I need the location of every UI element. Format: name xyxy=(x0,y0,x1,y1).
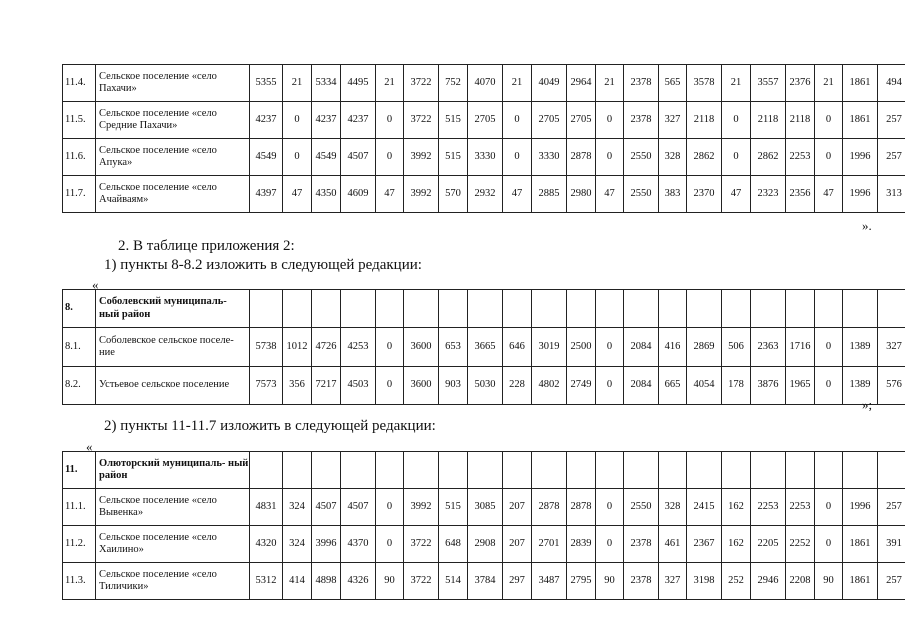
section-name: Олюторский муниципаль- ный район xyxy=(96,452,250,489)
value-cell: 2869 xyxy=(687,328,722,367)
table-row xyxy=(63,102,905,139)
value-cell: 391 xyxy=(878,526,905,563)
value-cell: 21 xyxy=(815,65,843,102)
value-cell: 2980 xyxy=(567,176,596,213)
empty-cell xyxy=(341,452,376,489)
value-cell: 0 xyxy=(503,139,532,176)
value-cell: 0 xyxy=(376,526,404,563)
value-cell: 3557 xyxy=(751,65,786,102)
value-cell: 2932 xyxy=(468,176,503,213)
value-cell: 2705 xyxy=(532,102,567,139)
table-olyutorsky xyxy=(62,451,905,600)
value-cell: 4326 xyxy=(341,563,376,600)
row-name: Устьевое сельское поселение xyxy=(96,367,250,405)
value-cell: 2878 xyxy=(532,489,567,526)
value-cell: 3784 xyxy=(468,563,503,600)
value-cell: 47 xyxy=(503,176,532,213)
value-cell: 0 xyxy=(815,102,843,139)
value-cell: 21 xyxy=(722,65,751,102)
value-cell: 0 xyxy=(815,367,843,405)
value-cell: 47 xyxy=(722,176,751,213)
empty-cell xyxy=(843,290,878,328)
value-cell: 2253 xyxy=(786,489,815,526)
value-cell: 2367 xyxy=(687,526,722,563)
value-cell: 5312 xyxy=(250,563,283,600)
value-cell: 4049 xyxy=(532,65,567,102)
empty-cell xyxy=(250,290,283,328)
value-cell: 903 xyxy=(439,367,468,405)
value-cell: 1996 xyxy=(843,139,878,176)
value-cell: 228 xyxy=(503,367,532,405)
value-cell: 90 xyxy=(815,563,843,600)
value-cell: 207 xyxy=(503,526,532,563)
value-cell: 2378 xyxy=(624,65,659,102)
value-cell: 4253 xyxy=(341,328,376,367)
value-cell: 328 xyxy=(659,489,687,526)
value-cell: 0 xyxy=(815,489,843,526)
empty-cell xyxy=(567,290,596,328)
value-cell: 653 xyxy=(439,328,468,367)
value-cell: 327 xyxy=(659,102,687,139)
row-name: Сельское поселение «село Тиличики» xyxy=(96,563,250,600)
table-row xyxy=(63,328,905,367)
value-cell: 515 xyxy=(439,489,468,526)
value-cell: 4549 xyxy=(250,139,283,176)
row-code: 11.5. xyxy=(63,102,96,139)
value-cell: 0 xyxy=(283,102,312,139)
empty-cell xyxy=(878,452,905,489)
empty-cell xyxy=(532,452,567,489)
item-2: 2) пункты 11-11.7 изложить в следующей редакции: xyxy=(104,418,436,434)
value-cell: 0 xyxy=(596,102,624,139)
table-row xyxy=(63,176,905,213)
empty-cell xyxy=(786,290,815,328)
empty-cell xyxy=(283,452,312,489)
value-cell: 47 xyxy=(815,176,843,213)
value-cell: 4507 xyxy=(341,489,376,526)
value-cell: 570 xyxy=(439,176,468,213)
value-cell: 7217 xyxy=(312,367,341,405)
value-cell: 313 xyxy=(878,176,905,213)
value-cell: 3578 xyxy=(687,65,722,102)
value-cell: 21 xyxy=(376,65,404,102)
row-code: 8.1. xyxy=(63,328,96,367)
empty-cell xyxy=(404,290,439,328)
value-cell: 2118 xyxy=(751,102,786,139)
value-cell: 515 xyxy=(439,139,468,176)
value-cell: 514 xyxy=(439,563,468,600)
value-cell: 2946 xyxy=(751,563,786,600)
value-cell: 2415 xyxy=(687,489,722,526)
value-cell: 257 xyxy=(878,563,905,600)
value-cell: 3992 xyxy=(404,176,439,213)
value-cell: 4549 xyxy=(312,139,341,176)
value-cell: 2252 xyxy=(786,526,815,563)
row-code: 11.2. xyxy=(63,526,96,563)
empty-cell xyxy=(815,452,843,489)
value-cell: 207 xyxy=(503,489,532,526)
empty-cell xyxy=(312,290,341,328)
value-cell: 1389 xyxy=(843,328,878,367)
value-cell: 565 xyxy=(659,65,687,102)
empty-cell xyxy=(439,290,468,328)
value-cell: 3665 xyxy=(468,328,503,367)
value-cell: 4507 xyxy=(341,139,376,176)
value-cell: 1389 xyxy=(843,367,878,405)
row-code: 11.3. xyxy=(63,563,96,600)
value-cell: 494 xyxy=(878,65,905,102)
value-cell: 257 xyxy=(878,489,905,526)
value-cell: 2205 xyxy=(751,526,786,563)
empty-cell xyxy=(439,452,468,489)
empty-cell xyxy=(722,290,751,328)
value-cell: 2253 xyxy=(786,139,815,176)
empty-cell xyxy=(751,452,786,489)
table-row xyxy=(63,367,905,405)
row-name: Сельское поселение «село Хаилино» xyxy=(96,526,250,563)
value-cell: 324 xyxy=(283,526,312,563)
value-cell: 3198 xyxy=(687,563,722,600)
value-cell: 2839 xyxy=(567,526,596,563)
empty-cell xyxy=(751,290,786,328)
value-cell: 3019 xyxy=(532,328,567,367)
value-cell: 3992 xyxy=(404,139,439,176)
value-cell: 3992 xyxy=(404,489,439,526)
value-cell: 356 xyxy=(283,367,312,405)
empty-cell xyxy=(283,290,312,328)
empty-cell xyxy=(567,452,596,489)
value-cell: 257 xyxy=(878,102,905,139)
closing-quote-1: ». xyxy=(862,218,872,233)
value-cell: 416 xyxy=(659,328,687,367)
value-cell: 324 xyxy=(283,489,312,526)
value-cell: 3330 xyxy=(532,139,567,176)
value-cell: 2253 xyxy=(751,489,786,526)
value-cell: 0 xyxy=(722,102,751,139)
row-name: Сельское поселение «село Ачайваям» xyxy=(96,176,250,213)
value-cell: 3722 xyxy=(404,102,439,139)
value-cell: 0 xyxy=(376,367,404,405)
empty-cell xyxy=(468,290,503,328)
value-cell: 47 xyxy=(283,176,312,213)
value-cell: 0 xyxy=(722,139,751,176)
value-cell: 752 xyxy=(439,65,468,102)
empty-cell xyxy=(878,290,905,328)
value-cell: 3600 xyxy=(404,328,439,367)
value-cell: 0 xyxy=(596,489,624,526)
empty-cell xyxy=(503,290,532,328)
empty-cell xyxy=(722,452,751,489)
table-row xyxy=(63,139,905,176)
table-row xyxy=(63,526,905,563)
value-cell: 21 xyxy=(596,65,624,102)
empty-cell xyxy=(843,452,878,489)
value-cell: 90 xyxy=(376,563,404,600)
closing-quote-2: »; xyxy=(862,397,873,412)
table-row xyxy=(63,489,905,526)
opening-quote-1: « xyxy=(92,277,99,292)
value-cell: 4609 xyxy=(341,176,376,213)
value-cell: 4507 xyxy=(312,489,341,526)
value-cell: 1716 xyxy=(786,328,815,367)
row-name: Сельское поселение «село Вывенка» xyxy=(96,489,250,526)
value-cell: 4802 xyxy=(532,367,567,405)
value-cell: 2701 xyxy=(532,526,567,563)
value-cell: 47 xyxy=(376,176,404,213)
row-code: 8.2. xyxy=(63,367,96,405)
value-cell: 0 xyxy=(503,102,532,139)
value-cell: 3996 xyxy=(312,526,341,563)
row-code: 11.7. xyxy=(63,176,96,213)
table-continuation-olyutorsky xyxy=(62,64,905,213)
value-cell: 5334 xyxy=(312,65,341,102)
empty-cell xyxy=(404,452,439,489)
value-cell: 506 xyxy=(722,328,751,367)
value-cell: 2356 xyxy=(786,176,815,213)
value-cell: 576 xyxy=(878,367,905,405)
value-cell: 2550 xyxy=(624,139,659,176)
row-name: Соболевское сельское поселе- ние xyxy=(96,328,250,367)
value-cell: 178 xyxy=(722,367,751,405)
value-cell: 297 xyxy=(503,563,532,600)
value-cell: 4070 xyxy=(468,65,503,102)
value-cell: 3722 xyxy=(404,526,439,563)
value-cell: 162 xyxy=(722,526,751,563)
value-cell: 4898 xyxy=(312,563,341,600)
table-row xyxy=(63,563,905,600)
value-cell: 0 xyxy=(376,489,404,526)
value-cell: 2208 xyxy=(786,563,815,600)
value-cell: 4831 xyxy=(250,489,283,526)
value-cell: 2084 xyxy=(624,328,659,367)
value-cell: 2862 xyxy=(687,139,722,176)
value-cell: 0 xyxy=(596,328,624,367)
paragraph-2: 2. В таблице приложения 2: xyxy=(118,238,295,254)
value-cell: 1861 xyxy=(843,526,878,563)
value-cell: 2862 xyxy=(751,139,786,176)
value-cell: 2118 xyxy=(687,102,722,139)
value-cell: 2705 xyxy=(567,102,596,139)
value-cell: 5355 xyxy=(250,65,283,102)
value-cell: 328 xyxy=(659,139,687,176)
value-cell: 2550 xyxy=(624,176,659,213)
value-cell: 252 xyxy=(722,563,751,600)
value-cell: 1861 xyxy=(843,65,878,102)
value-cell: 2370 xyxy=(687,176,722,213)
empty-cell xyxy=(596,290,624,328)
value-cell: 2964 xyxy=(567,65,596,102)
value-cell: 257 xyxy=(878,139,905,176)
value-cell: 2705 xyxy=(468,102,503,139)
value-cell: 21 xyxy=(283,65,312,102)
empty-cell xyxy=(624,290,659,328)
value-cell: 21 xyxy=(503,65,532,102)
empty-cell xyxy=(503,452,532,489)
empty-cell xyxy=(624,452,659,489)
value-cell: 2363 xyxy=(751,328,786,367)
value-cell: 4397 xyxy=(250,176,283,213)
value-cell: 4503 xyxy=(341,367,376,405)
empty-cell xyxy=(468,452,503,489)
value-cell: 2376 xyxy=(786,65,815,102)
value-cell: 3722 xyxy=(404,563,439,600)
value-cell: 3487 xyxy=(532,563,567,600)
empty-cell xyxy=(376,452,404,489)
value-cell: 3722 xyxy=(404,65,439,102)
value-cell: 4320 xyxy=(250,526,283,563)
value-cell: 0 xyxy=(283,139,312,176)
value-cell: 1965 xyxy=(786,367,815,405)
table-row xyxy=(63,65,905,102)
value-cell: 0 xyxy=(815,328,843,367)
row-name: Сельское поселение «село Пахачи» xyxy=(96,65,250,102)
table-section-header-row xyxy=(63,452,905,489)
row-code: 11.6. xyxy=(63,139,96,176)
value-cell: 2323 xyxy=(751,176,786,213)
value-cell: 47 xyxy=(596,176,624,213)
empty-cell xyxy=(596,452,624,489)
empty-cell xyxy=(815,290,843,328)
value-cell: 327 xyxy=(878,328,905,367)
value-cell: 646 xyxy=(503,328,532,367)
value-cell: 327 xyxy=(659,563,687,600)
item-1: 1) пункты 8-8.2 изложить в следующей редакции: xyxy=(104,257,422,273)
empty-cell xyxy=(376,290,404,328)
value-cell: 7573 xyxy=(250,367,283,405)
empty-cell xyxy=(659,452,687,489)
value-cell: 2878 xyxy=(567,139,596,176)
value-cell: 1861 xyxy=(843,563,878,600)
value-cell: 1012 xyxy=(283,328,312,367)
value-cell: 0 xyxy=(596,139,624,176)
value-cell: 4350 xyxy=(312,176,341,213)
empty-cell xyxy=(687,452,722,489)
value-cell: 0 xyxy=(376,328,404,367)
empty-cell xyxy=(786,452,815,489)
value-cell: 515 xyxy=(439,102,468,139)
empty-cell xyxy=(532,290,567,328)
value-cell: 0 xyxy=(596,367,624,405)
value-cell: 0 xyxy=(815,139,843,176)
empty-cell xyxy=(659,290,687,328)
value-cell: 2084 xyxy=(624,367,659,405)
section-name: Соболевский муниципаль- ный район xyxy=(96,290,250,328)
value-cell: 4495 xyxy=(341,65,376,102)
empty-cell xyxy=(687,290,722,328)
value-cell: 2118 xyxy=(786,102,815,139)
value-cell: 2908 xyxy=(468,526,503,563)
empty-cell xyxy=(250,452,283,489)
value-cell: 0 xyxy=(596,526,624,563)
value-cell: 4237 xyxy=(312,102,341,139)
value-cell: 4370 xyxy=(341,526,376,563)
value-cell: 2550 xyxy=(624,489,659,526)
value-cell: 0 xyxy=(376,102,404,139)
value-cell: 2500 xyxy=(567,328,596,367)
value-cell: 414 xyxy=(283,563,312,600)
value-cell: 2749 xyxy=(567,367,596,405)
section-code: 11. xyxy=(63,452,96,489)
row-code: 11.4. xyxy=(63,65,96,102)
section-code: 8. xyxy=(63,290,96,328)
value-cell: 2885 xyxy=(532,176,567,213)
value-cell: 162 xyxy=(722,489,751,526)
value-cell: 4237 xyxy=(341,102,376,139)
value-cell: 2878 xyxy=(567,489,596,526)
row-name: Сельское поселение «село Средние Пахачи» xyxy=(96,102,250,139)
value-cell: 90 xyxy=(596,563,624,600)
value-cell: 4054 xyxy=(687,367,722,405)
value-cell: 5738 xyxy=(250,328,283,367)
value-cell: 1996 xyxy=(843,489,878,526)
row-name: Сельское поселение «село Апука» xyxy=(96,139,250,176)
value-cell: 383 xyxy=(659,176,687,213)
row-code: 11.1. xyxy=(63,489,96,526)
value-cell: 0 xyxy=(815,526,843,563)
value-cell: 3876 xyxy=(751,367,786,405)
value-cell: 3600 xyxy=(404,367,439,405)
value-cell: 4726 xyxy=(312,328,341,367)
value-cell: 1996 xyxy=(843,176,878,213)
value-cell: 1861 xyxy=(843,102,878,139)
value-cell: 0 xyxy=(376,139,404,176)
value-cell: 2378 xyxy=(624,526,659,563)
table-section-header-row xyxy=(63,290,905,328)
value-cell: 3330 xyxy=(468,139,503,176)
value-cell: 648 xyxy=(439,526,468,563)
value-cell: 4237 xyxy=(250,102,283,139)
empty-cell xyxy=(312,452,341,489)
value-cell: 665 xyxy=(659,367,687,405)
table-sobolevsky xyxy=(62,289,905,405)
value-cell: 3085 xyxy=(468,489,503,526)
value-cell: 2378 xyxy=(624,102,659,139)
value-cell: 461 xyxy=(659,526,687,563)
empty-cell xyxy=(341,290,376,328)
value-cell: 2378 xyxy=(624,563,659,600)
opening-quote-2: « xyxy=(86,439,93,454)
value-cell: 2795 xyxy=(567,563,596,600)
value-cell: 5030 xyxy=(468,367,503,405)
